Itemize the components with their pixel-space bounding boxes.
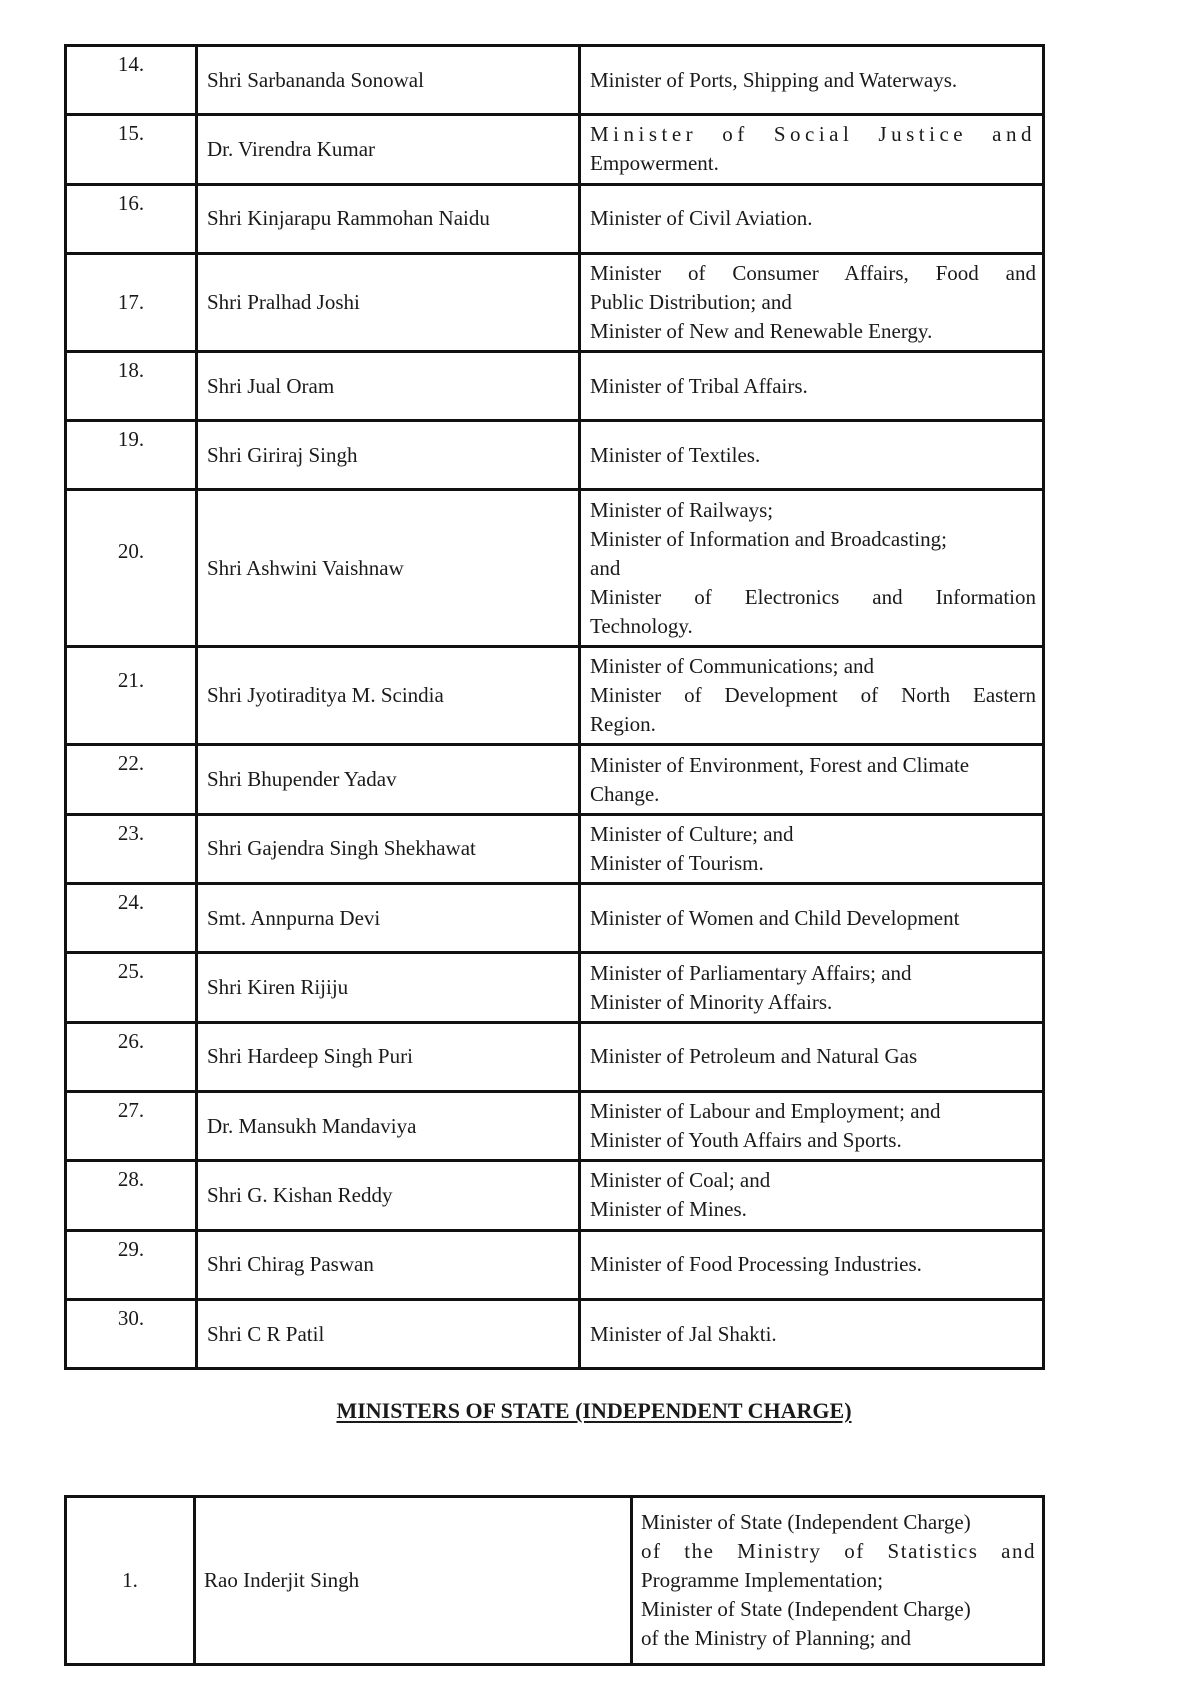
table-row	[66, 1161, 1044, 1230]
portfolio	[580, 814, 1044, 883]
table-row	[66, 253, 1044, 351]
table-row	[66, 1299, 1044, 1368]
portfolio-line: Minister of Electronics and Information	[590, 584, 1036, 609]
minister-name: Shri Kinjarapu Rammohan Naidu	[197, 184, 580, 253]
minister-name: Rao Inderjit Singh	[195, 1497, 632, 1665]
serial-number: 16.	[66, 184, 197, 253]
minister-name: Smt. Annpurna Devi	[197, 884, 580, 953]
table-row	[66, 1022, 1044, 1091]
portfolio-line: Minister of Information and Broadcasting;	[590, 526, 947, 551]
portfolio	[580, 46, 1044, 115]
portfolio-line: and	[590, 555, 621, 580]
table-row	[66, 884, 1044, 953]
minister-name: Shri Chirag Paswan	[197, 1230, 580, 1299]
portfolio	[580, 421, 1044, 490]
table-row	[66, 953, 1044, 1022]
minister-name: Dr. Virendra Kumar	[197, 115, 580, 184]
portfolio-line: Minister of State (Independent Charge)	[641, 1510, 971, 1534]
section-heading-text: MINISTERS OF STATE (INDEPENDENT CHARGE)	[336, 1398, 852, 1423]
table-row	[66, 421, 1044, 490]
portfolio-line: Programme Implementation;	[641, 1568, 884, 1592]
section-heading	[0, 1398, 1200, 1424]
portfolio-line: Minister of Labour and Employment; and	[590, 1099, 941, 1124]
minister-name: Shri G. Kishan Reddy	[197, 1161, 580, 1230]
portfolio-line: Change.	[590, 781, 660, 806]
serial-number: 25.	[66, 953, 197, 1022]
portfolio-line: Minister of Textiles.	[590, 442, 761, 467]
table-row	[66, 1091, 1044, 1160]
serial-number: 30.	[66, 1299, 197, 1368]
portfolio-line: Minister of Development of North Eastern	[590, 683, 1036, 708]
minister-name: Shri Kiren Rijiju	[197, 953, 580, 1022]
portfolio-line: Minister of Jal Shakti.	[590, 1321, 777, 1346]
minister-name: Shri Jyotiraditya M. Scindia	[197, 647, 580, 745]
portfolio-line: Minister of Ports, Shipping and Waterways.	[590, 67, 958, 92]
portfolio	[580, 184, 1044, 253]
portfolio	[580, 351, 1044, 420]
table-row	[66, 1497, 1044, 1665]
cabinet-ministers-table	[64, 44, 1045, 1370]
minister-name: Dr. Mansukh Mandaviya	[197, 1091, 580, 1160]
portfolio-line: Minister of Tourism.	[590, 850, 764, 875]
table-row	[66, 1230, 1044, 1299]
portfolio-line: Minister of Railways;	[590, 497, 774, 522]
portfolio-line: Minister of Social Justice and	[590, 122, 1036, 147]
portfolio-line: Public Distribution; and	[590, 289, 792, 314]
table-row	[66, 184, 1044, 253]
serial-number: 18.	[66, 351, 197, 420]
serial-number: 14.	[66, 46, 197, 115]
table-row	[66, 115, 1044, 184]
minister-name: Shri Jual Oram	[197, 351, 580, 420]
minister-name: Shri Pralhad Joshi	[197, 253, 580, 351]
minister-name: Shri Sarbananda Sonowal	[197, 46, 580, 115]
serial-number: 26.	[66, 1022, 197, 1091]
portfolio	[580, 1299, 1044, 1368]
serial-number: 29.	[66, 1230, 197, 1299]
serial-number: 23.	[66, 814, 197, 883]
portfolio	[580, 1230, 1044, 1299]
serial-number: 21.	[66, 647, 197, 745]
serial-number: 1.	[66, 1497, 195, 1665]
portfolio-line: Technology.	[590, 613, 693, 638]
portfolio	[580, 253, 1044, 351]
portfolio-line: Minister of State (Independent Charge)	[641, 1597, 971, 1621]
minister-name: Shri C R Patil	[197, 1299, 580, 1368]
portfolio	[580, 953, 1044, 1022]
portfolio-line: Region.	[590, 712, 656, 737]
portfolio	[580, 647, 1044, 745]
portfolio-line: of the Ministry of Planning; and	[641, 1626, 912, 1650]
serial-number: 17.	[66, 253, 197, 351]
minister-name: Shri Ashwini Vaishnaw	[197, 490, 580, 647]
minister-name: Shri Giriraj Singh	[197, 421, 580, 490]
table-row	[66, 351, 1044, 420]
table-row	[66, 490, 1044, 647]
portfolio-line: Minister of Tribal Affairs.	[590, 373, 808, 398]
portfolio-line: Minister of Youth Affairs and Sports.	[590, 1128, 902, 1153]
portfolio-line: Minister of Parliamentary Affairs; and	[590, 960, 912, 985]
portfolio-line: Minister of Mines.	[590, 1197, 747, 1222]
table-row	[66, 745, 1044, 814]
serial-number: 24.	[66, 884, 197, 953]
portfolio	[580, 1161, 1044, 1230]
portfolio-line: Minister of Coal; and	[590, 1168, 771, 1193]
minister-name: Shri Gajendra Singh Shekhawat	[197, 814, 580, 883]
serial-number: 20.	[66, 490, 197, 647]
serial-number: 28.	[66, 1161, 197, 1230]
portfolio	[632, 1497, 1044, 1665]
portfolio-line: Minister of Communications; and	[590, 654, 875, 679]
portfolio-line: Minister of New and Renewable Energy.	[590, 318, 933, 343]
portfolio-line: Minister of Petroleum and Natural Gas	[590, 1044, 918, 1069]
portfolio-line: Minister of Culture; and	[590, 821, 794, 846]
table-row	[66, 46, 1044, 115]
portfolio	[580, 884, 1044, 953]
table-row	[66, 814, 1044, 883]
ministers-of-state-table	[64, 1495, 1045, 1666]
portfolio	[580, 745, 1044, 814]
portfolio	[580, 1022, 1044, 1091]
portfolio-line: Empowerment.	[590, 151, 719, 176]
serial-number: 15.	[66, 115, 197, 184]
serial-number: 27.	[66, 1091, 197, 1160]
minister-name: Shri Bhupender Yadav	[197, 745, 580, 814]
minister-name: Shri Hardeep Singh Puri	[197, 1022, 580, 1091]
portfolio-line: Minister of Civil Aviation.	[590, 206, 813, 231]
portfolio-line: Minister of Women and Child Development	[590, 905, 960, 930]
serial-number: 19.	[66, 421, 197, 490]
portfolio	[580, 115, 1044, 184]
portfolio-line: Minister of Consumer Affairs, Food and	[590, 260, 1036, 285]
portfolio	[580, 1091, 1044, 1160]
portfolio-line: of the Ministry of Statistics and	[641, 1539, 1036, 1563]
portfolio-line: Minister of Food Processing Industries.	[590, 1252, 922, 1277]
serial-number: 22.	[66, 745, 197, 814]
portfolio-line: Minister of Minority Affairs.	[590, 989, 833, 1014]
portfolio-line: Minister of Environment, Forest and Climate	[590, 752, 970, 777]
portfolio	[580, 490, 1044, 647]
table-row	[66, 647, 1044, 745]
